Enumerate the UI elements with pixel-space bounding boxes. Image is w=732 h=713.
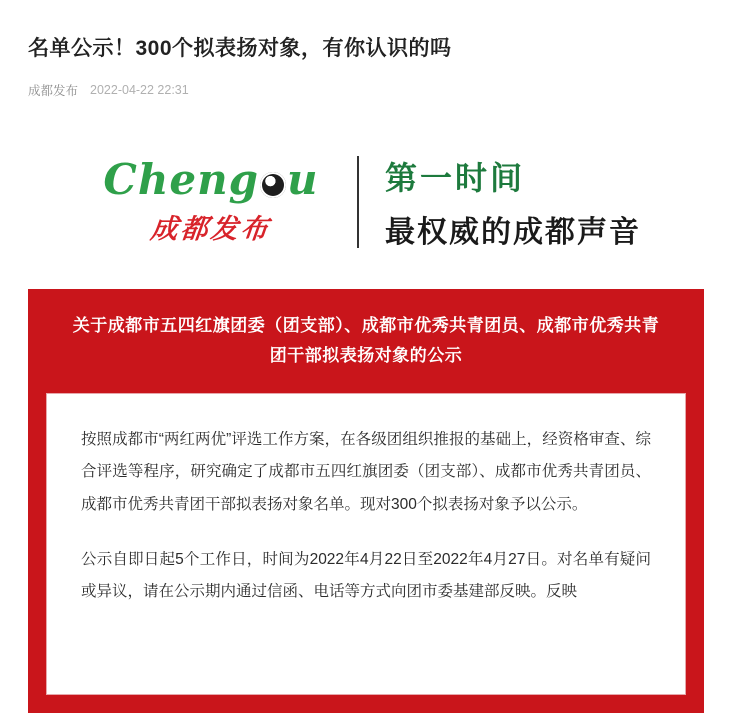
banner-divider: [357, 156, 359, 248]
logo-wordmark-tail: u: [287, 154, 319, 204]
article-meta: [28, 81, 704, 99]
panda-icon: [260, 172, 286, 198]
notice-body-frame: [28, 393, 704, 713]
logo-wordmark-text: Cheng: [103, 154, 260, 204]
logo-subtitle: 成都发布: [149, 213, 273, 245]
notice-title: 关于成都市五四红旗团委（团支部）、成都市优秀共青团员、成都市优秀共青团干部拟表扬对象的公示: [72, 316, 660, 366]
banner-slogan: [385, 153, 641, 251]
notice-paragraph: 按照成都市“两红两优”评选工作方案，在各级团组织推报的基础上，经资格审查、综合评选等程序，研究确定了成都市五四红旗团委（团支部）、成都市优秀共青团员、成都市优秀共青团干部拟表扬对象名单。现对300个拟表扬对象予以公示。: [81, 430, 651, 513]
brand-logo: [91, 142, 331, 262]
notice-paragraph: 公示自即日起5个工作日，时间为2022年4月22日至2022年4月27日。对名单有疑问或异议，请在公示期内通过信函、电话等方式向团市委基建部反映。反映: [81, 550, 651, 601]
banner-slogan-line1: 第一时间: [385, 159, 526, 198]
article-timestamp: 2022-04-22 22:31: [90, 83, 189, 98]
banner-slogan-line2: 最权威的成都声音: [385, 215, 641, 251]
article-source: 成都发布: [28, 84, 79, 99]
logo-wordmark: [103, 154, 319, 204]
notice-header: [28, 289, 704, 395]
notice-body: [46, 393, 686, 695]
brand-banner: [28, 137, 704, 267]
page-title: 名单公示！300个拟表扬对象，有你认识的吗: [28, 37, 452, 60]
